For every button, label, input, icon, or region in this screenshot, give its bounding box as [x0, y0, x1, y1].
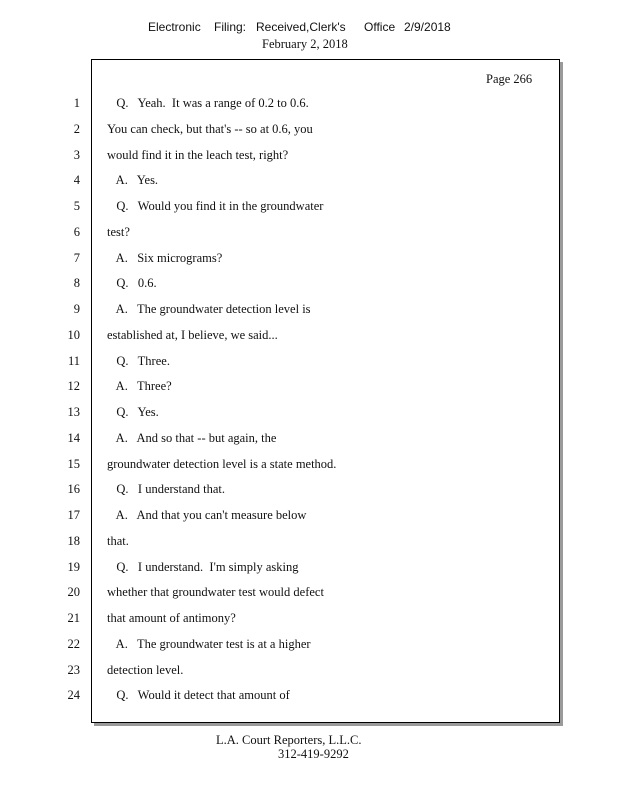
transcript-line	[0, 171, 560, 189]
footer-company: L.A. Court Reporters, L.L.C.	[216, 733, 362, 747]
line-text: Q. Would it detect that amount of	[107, 688, 290, 703]
line-text: Q. Yes.	[107, 405, 159, 419]
line-text: Q. Would you find it in the groundwater	[107, 199, 324, 213]
filing-word: Office	[364, 20, 396, 34]
line-text: whether that groundwater test would defect	[107, 585, 324, 600]
transcript-line	[0, 249, 560, 267]
line-text: Q. 0.6.	[107, 276, 157, 291]
line-text: that.	[107, 533, 129, 548]
line-number: 12	[67, 379, 80, 394]
line-text: test?	[107, 224, 130, 239]
transcript-line	[0, 661, 560, 679]
footer-phone: 312-419-9292	[278, 747, 349, 761]
line-number: 23	[67, 662, 80, 677]
line-number: 24	[67, 688, 80, 703]
line-number: 15	[67, 456, 80, 471]
line-number: 7	[73, 250, 80, 265]
line-text: A. The groundwater test is at a higher	[107, 636, 311, 651]
line-text: groundwater detection level is a state method.	[107, 456, 337, 471]
filing-date: 2/9/2018	[404, 20, 451, 34]
line-number: 20	[67, 585, 80, 600]
transcript-line	[0, 686, 560, 704]
line-number: 10	[67, 327, 80, 342]
line-number: 21	[67, 611, 80, 625]
line-number: 3	[73, 147, 80, 162]
line-text: A. And that you can't measure below	[107, 508, 307, 522]
line-number: 9	[73, 302, 80, 316]
line-text: Q. I understand. I'm simply asking	[107, 559, 299, 574]
transcript-line	[0, 609, 560, 627]
line-text: established at, I believe, we said...	[107, 327, 278, 342]
line-number: 18	[67, 533, 80, 548]
line-text: Q. Three.	[107, 353, 170, 368]
transcript-line	[0, 274, 560, 292]
transcript-line	[0, 403, 560, 421]
transcript-line	[0, 94, 560, 112]
line-text: A. Yes.	[107, 173, 159, 188]
transcript-line	[0, 326, 560, 344]
line-number: 16	[67, 482, 80, 497]
line-text: A. The groundwater detection level is	[107, 302, 311, 316]
line-number: 11	[67, 353, 80, 368]
line-number: 19	[67, 559, 80, 574]
line-number: 2	[73, 121, 80, 136]
filing-word: Electronic	[148, 20, 201, 34]
line-text: A. Six micrograms?	[107, 250, 223, 265]
transcript-line	[0, 429, 560, 447]
transcript-line	[0, 223, 560, 241]
line-number: 6	[73, 224, 80, 239]
line-number: 1	[73, 96, 80, 110]
line-number: 5	[73, 199, 80, 213]
transcript-line	[0, 300, 560, 318]
transcript-line	[0, 506, 560, 524]
line-text: that amount of antimony?	[107, 611, 236, 625]
transcript-line	[0, 583, 560, 601]
transcript-line	[0, 146, 560, 164]
line-number: 4	[73, 173, 80, 188]
transcript-line	[0, 480, 560, 498]
line-text: You can check, but that's -- so at 0.6, you	[107, 121, 313, 136]
line-text: A. And so that -- but again, the	[107, 430, 277, 445]
filing-word: Filing:	[214, 20, 247, 34]
page-number: Page 266	[486, 72, 533, 86]
transcript-line	[0, 377, 560, 395]
transcript-line	[0, 532, 560, 550]
line-text: Q. I understand that.	[107, 482, 226, 497]
line-text: A. Three?	[107, 379, 172, 394]
header-date: February 2, 2018	[262, 37, 348, 51]
transcript-line	[0, 197, 560, 215]
transcript-line	[0, 455, 560, 473]
transcript-line	[0, 352, 560, 370]
filing-stamp	[148, 20, 451, 34]
line-text: detection level.	[107, 662, 184, 677]
line-number: 13	[67, 405, 80, 419]
line-number: 8	[73, 276, 80, 291]
line-number: 14	[67, 430, 80, 445]
transcript-line	[0, 558, 560, 576]
filing-word: Received,Clerk's	[256, 20, 346, 34]
line-number: 22	[67, 636, 80, 651]
transcript-line	[0, 635, 560, 653]
line-text: Q. Yeah. It was a range of 0.2 to 0.6.	[107, 96, 309, 110]
line-number: 17	[67, 508, 80, 522]
line-text: would find it in the leach test, right?	[107, 147, 289, 162]
transcript-line	[0, 120, 560, 138]
